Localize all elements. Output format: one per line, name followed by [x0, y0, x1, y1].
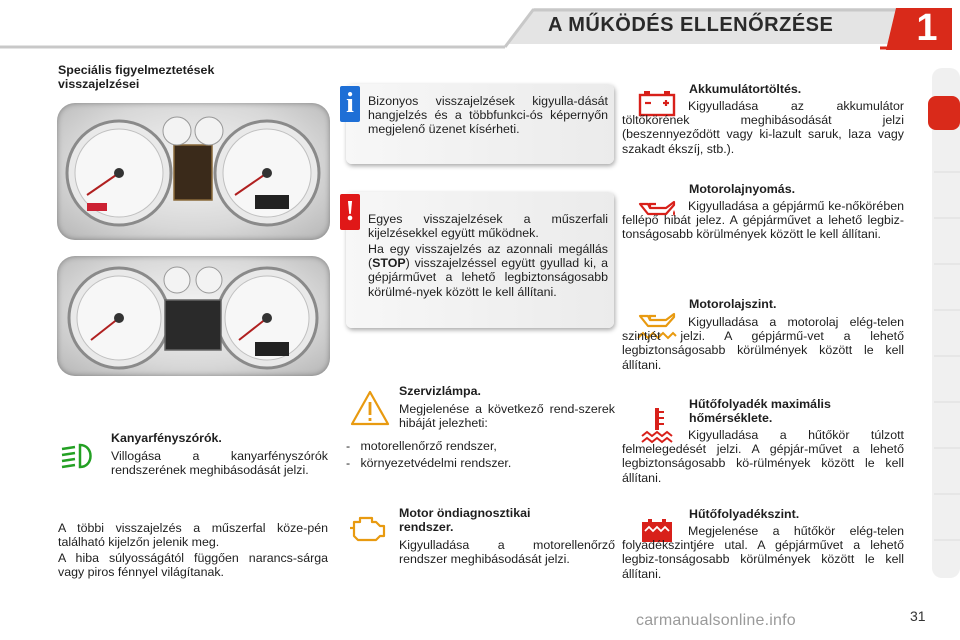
left-para-2: A hiba súlyosságától függően narancs-sárga vagy piros fénnyel világítanak. — [58, 551, 328, 580]
oil-level-text-content: Kigyulladása a motorolaj elég-telen szintjét jelzi. A gépjármű-vet a lehető legbiztonságosabb körülmények között le kell állítani. — [622, 315, 904, 372]
page-number: 31 — [910, 608, 926, 624]
service-item-1 — [346, 439, 616, 453]
service-item-1-text: motorellenőrző rendszer, — [360, 439, 497, 453]
info-box — [346, 84, 614, 164]
kanyar-title: Kanyarfényszórók. — [111, 431, 222, 445]
warning-box-p1: Egyes visszajelzések a műszerfali kijelzésekkel együtt működnek. — [368, 212, 608, 241]
service-item-2 — [346, 456, 616, 470]
oil-pressure-text — [622, 199, 904, 242]
battery-title: Akkumulátortöltés. — [689, 82, 802, 96]
bullet-dash-1: - — [346, 439, 361, 453]
chapter-number: 1 — [916, 7, 938, 49]
coolant-temp-title-line1: Hűtőfolyadék maximális — [689, 397, 831, 411]
engine-title-line1: Motor öndiagnosztikai — [399, 506, 531, 520]
chapter-tab-strip — [928, 68, 960, 578]
instrument-cluster-image-1 — [57, 103, 330, 240]
info-box-text: Bizonyos visszajelzések kigyulla-dását hangjelzés és a többfunkci-ós képernyőn megjelenő üzenet kísérheti. — [368, 94, 608, 137]
stop-label: STOP — [372, 256, 406, 271]
cornering-light-icon — [60, 442, 98, 470]
left-heading-line1: Speciális figyelmeztetések — [58, 63, 215, 77]
coolant-temp-text — [622, 428, 904, 485]
kanyar-text: Villogása a kanyarfényszórók rendszerének meghibásodását jelzi. — [111, 449, 328, 478]
coolant-temp-text-content: Kigyulladása a hűtőkör túlzott felmelegedését jelzi. A gépjár-művet a lehető legbiztonságosabb kö-rülmények között le kell állítani. — [622, 428, 904, 485]
warning-exclamation-icon: ! — [340, 194, 360, 230]
watermark: carmanualsonline.info — [636, 612, 796, 629]
warning-box-p2-part-b: ) visszajelzéssel együtt gyullad ki, a gépjárművet a lehető legbiztonságosabb körülmé-nyek között le kell állítani. — [368, 256, 608, 299]
oil-pressure-title: Motorolajnyomás. — [689, 182, 796, 196]
bullet-dash-2: - — [346, 456, 361, 470]
warning-box-p2-part-a: Ha egy visszajelzés az azonnali megállás ( — [368, 242, 608, 271]
coolant-level-title: Hűtőfolyadékszint. — [689, 507, 800, 521]
instrument-cluster-drawing-1 — [57, 103, 330, 240]
battery-text — [622, 99, 904, 156]
instrument-cluster-drawing-2 — [57, 256, 330, 376]
instrument-cluster-image-2 — [57, 256, 330, 376]
coolant-level-text — [622, 524, 904, 581]
left-heading-line2: visszajelzései — [58, 77, 140, 92]
service-title: Szervizlámpa. — [399, 384, 481, 398]
warning-box — [346, 192, 614, 328]
engine-title-line2: rendszer. — [399, 520, 454, 535]
coolant-temp-title — [689, 397, 831, 425]
info-icon: i — [340, 86, 360, 122]
service-text: Megjelenése a következő rend-szerek hibáját jelezheti: — [399, 402, 615, 431]
oil-pressure-text-content: Kigyulladása a gépjármű ke-nőkörében fellépő hibát jelez. A gépjárművet a lehető legbiz-tonságosabb körülmények között le kell állítani. — [622, 199, 904, 242]
page-title: A MŰKÖDÉS ELLENŐRZÉSE — [548, 14, 834, 36]
service-warning-triangle-icon — [350, 390, 390, 426]
service-item-2-text: környezetvédelmi rendszer. — [360, 456, 512, 470]
left-heading — [58, 63, 214, 91]
warning-box-p2 — [368, 242, 608, 299]
coolant-temp-title-line2: hőmérséklete. — [689, 411, 773, 426]
coolant-level-text-content: Megjelenése a hűtőkör elég-telen folyadékszintjére utal. A gépjárművet a lehető legbiz-tonságosabb körülmények között le kell állítani. — [622, 524, 904, 581]
left-para-1: A többi visszajelzés a műszerfal köze-pén található kijelzőn jelenik meg. — [58, 521, 328, 550]
battery-text-content: Kigyulladása az akkumulátor töltőkörének meghibásodását jelzi (beszennyeződött vagy ki-lazult saruk, laza vagy szakadt ékszíj, stb.). — [622, 99, 904, 156]
engine-title — [399, 506, 530, 534]
oil-level-text — [622, 315, 904, 372]
engine-check-icon — [348, 514, 388, 542]
oil-level-title: Motorolajszint. — [689, 297, 777, 311]
engine-text: Kigyulladása a motorellenőrző rendszer meghibásodását jelzi. — [399, 538, 615, 567]
